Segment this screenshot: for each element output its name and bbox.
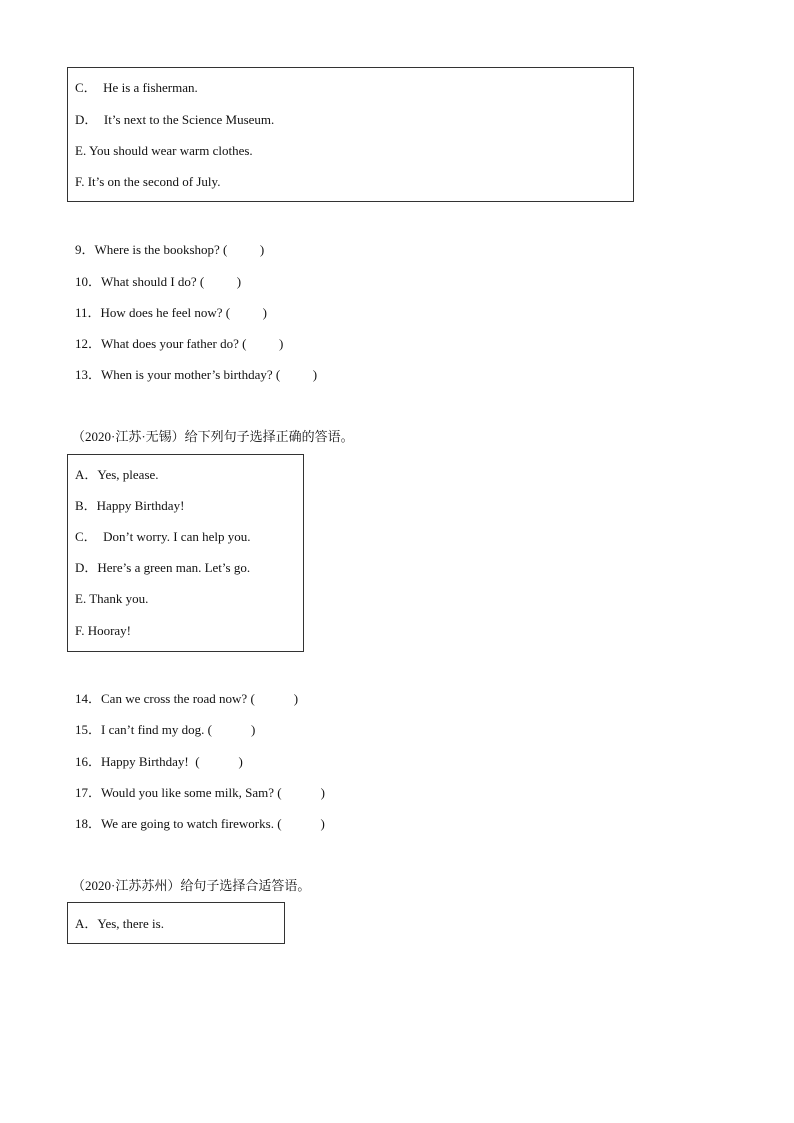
question-18: 18．We are going to watch fireworks. ( ) (75, 816, 325, 831)
section-3-title: （2020·江苏苏州）给句子选择合适答语。 (72, 878, 311, 893)
section-2-title: （2020·江苏·无锡）给下列句子选择正确的答语。 (72, 429, 354, 444)
question-17: 17．Would you like some milk, Sam? ( ) (75, 785, 325, 800)
option-c: C． Don’t worry. I can help you. (75, 529, 251, 544)
option-d: D． It’s next to the Science Museum. (75, 112, 275, 127)
question-12: 12．What does your father do? ( ) (75, 336, 284, 351)
option-d: D．Here’s a green man. Let’s go. (75, 560, 251, 575)
question-13: 13．When is your mother’s birthday? ( ) (75, 367, 318, 382)
option-a: A．Yes, please. (75, 467, 159, 482)
question-11: 11．How does he feel now? ( ) (75, 305, 267, 320)
option-e: E. You should wear warm clothes. (75, 143, 253, 158)
option-b: B．Happy Birthday! (75, 498, 185, 513)
option-f: F. Hooray! (75, 623, 132, 638)
option-f: F. It’s on the second of July. (75, 174, 221, 189)
option-e: E. Thank you. (75, 591, 149, 606)
option-a: A．Yes, there is. (75, 916, 164, 931)
question-16: 16．Happy Birthday! ( ) (75, 754, 243, 769)
question-15: 15．I can’t find my dog. ( ) (75, 722, 256, 737)
question-14: 14．Can we cross the road now? ( ) (75, 691, 299, 706)
option-c: C． He is a fisherman. (75, 80, 198, 95)
question-9: 9．Where is the bookshop? ( ) (75, 242, 265, 257)
question-10: 10．What should I do? ( ) (75, 274, 242, 289)
